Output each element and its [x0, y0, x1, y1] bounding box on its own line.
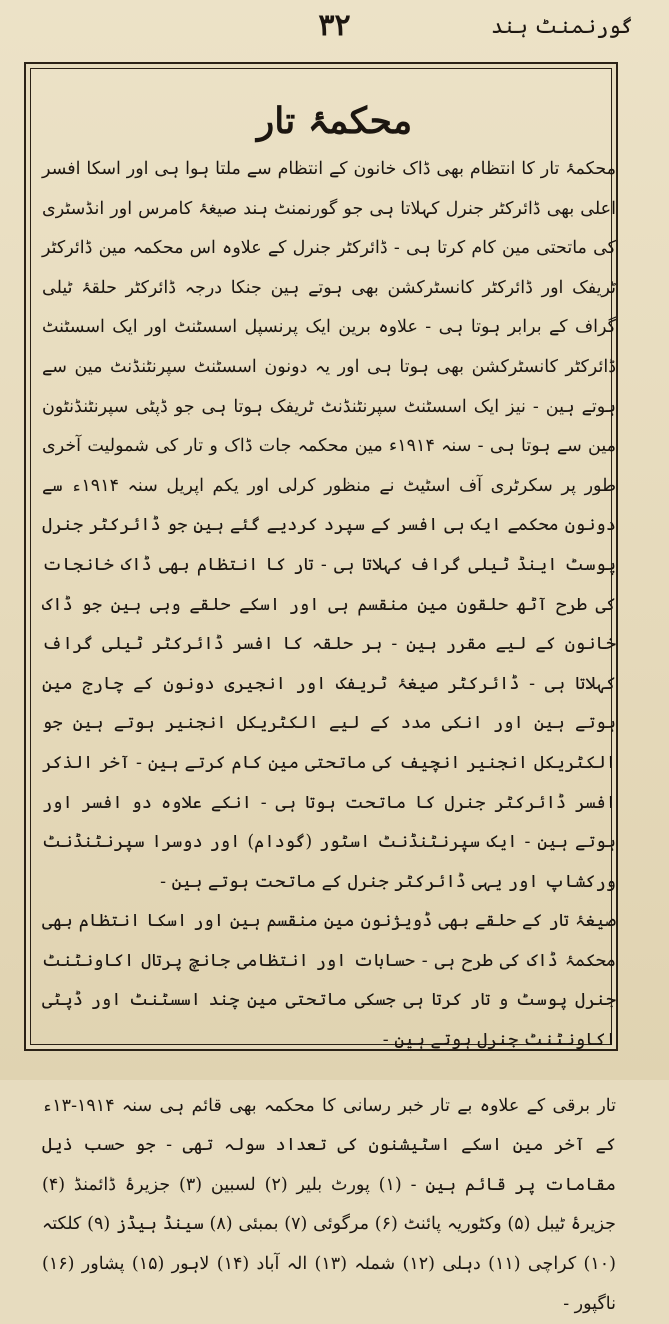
page-number: ۳۲ [318, 8, 351, 43]
section-title: محکمۂ تار [256, 100, 413, 142]
paragraph-2: صیغۂ تار کے حلقے بھی ڈویژنون مین منقسم ہین اور اسکا انتظام بھی محکمۂ ڈاک کی طرح ہی - حسابات اور انتظامی جانچ پرتال اکاونٹنٹ جنرل پوسٹ و تار کرتا ہی جسکی ماتحتی مین چند اسسٹنٹ اور ڈپٹی اکاونٹنٹ جنرل ہوتے ہین - [42, 911, 616, 1051]
paragraph-3: تار برقی کے علاوہ بے تار خبر رسانی کا محکمہ بھی قائم ہی سنہ ۱۹۱۴-۱۳ء کے آخر مین اسکے اسٹیشنون کی تعداد سولہ تھی - جو حسب ذیل مقامات پر قائم ہین - (۱) پورٹ بلیر (۲) لسبین (۳) جزیرۂ ڈائمنڈ (۴) جزیرۂ ٹیبل (۵) وکٹوریہ پائنٹ (۶) مرگوئی (۷) بمبئی (۸) سینڈ ہیڈز (۹) کلکتہ (۱۰) کراچی (۱۱) دہلی (۱۲) شملہ (۱۳) الہ آباد (۱۴) لاہور (۱۵) پشاور (۱۶) ناگپور - [42, 1095, 617, 1314]
body-text [42, 150, 616, 1324]
paragraph-1: محکمۂ تار کا انتظام بھی ڈاک خانون کے انتظام سے ملتا ہوا ہی اور اسکا افسر اعلی بھی ڈائرکٹر جنرل کہلاتا ہی جو گورنمنٹ ہند صیغۂ کامرس اور انڈسٹری کی ماتحتی مین کام کرتا ہی - ڈائرکٹر جنرل کے علاوہ اس محکمہ مین ڈائرکٹر ٹریفک اور ڈائرکٹر کانسٹرکشن بھی ہوتے ہین جنکا درجہ ڈائرکٹر حلقۂ ٹیلی گراف کے برابر ہوتا ہی - علاوہ برین ایک پرنسپل اسسٹنٹ اور ایک اسسٹنٹ ڈائرکٹر کانسٹرکشن بھی ہوتا ہی اور یہ دونون اسسٹنٹ سپرنٹنڈنٹ مین سے ہوتے ہین - نیز ایک اسسٹنٹ سپرنٹنڈنٹ ٹریفک ہوتا ہی جو ڈپٹی سپرنٹنڈنٹون مین سے ہوتا ہی - سنہ ۱۹۱۴ء مین محکمہ جات ڈاک و تار کی شمولیت آخری طور پر سکرٹری آف اسٹیٹ نے منظور کرلی اور یکم اپریل سنہ ۱۹۱۴ء سے دونون محکمے ایک ہی افسر کے سپرد کردیے گئے ہین جو ڈائرکٹر جنرل پوسٹ اینڈ ٹیلی گراف کہلاتا ہی - تار کا انتظام بھی ڈاک خانجات کی طرح آٹھ حلقون مین منقسم ہی اور اسکے حلقے وہی ہین جو ڈاک خانون کے لیے مقرر ہین - ہر حلقہ کا افسر ڈائرکٹر ٹیلی گراف کہلاتا ہی - ڈائرکٹر صیغۂ ٹریفک اور انجیری دونون کے چارج مین ہوتے ہین اور انکی مدد کے لیے الکٹریکل انجنیر ہوتے ہین جو الکٹریکل انجنیر انچیف کی ماتحتی مین کام کرتے ہین - آخر الذکر افسر ڈائرکٹر جنرل کا ماتحت ہوتا ہی - انکے علاوہ دو افسر اور ہوتے ہین - ایک سپرنٹنڈنٹ اسٹور (گودام) اور دوسرا سپرنٹنڈنٹ ورکشاپ اور یہی ڈائرکٹر جنرل کے ماتحت ہوتے ہین - [42, 159, 617, 892]
running-head: گورنمنٹ ہند [490, 14, 633, 38]
